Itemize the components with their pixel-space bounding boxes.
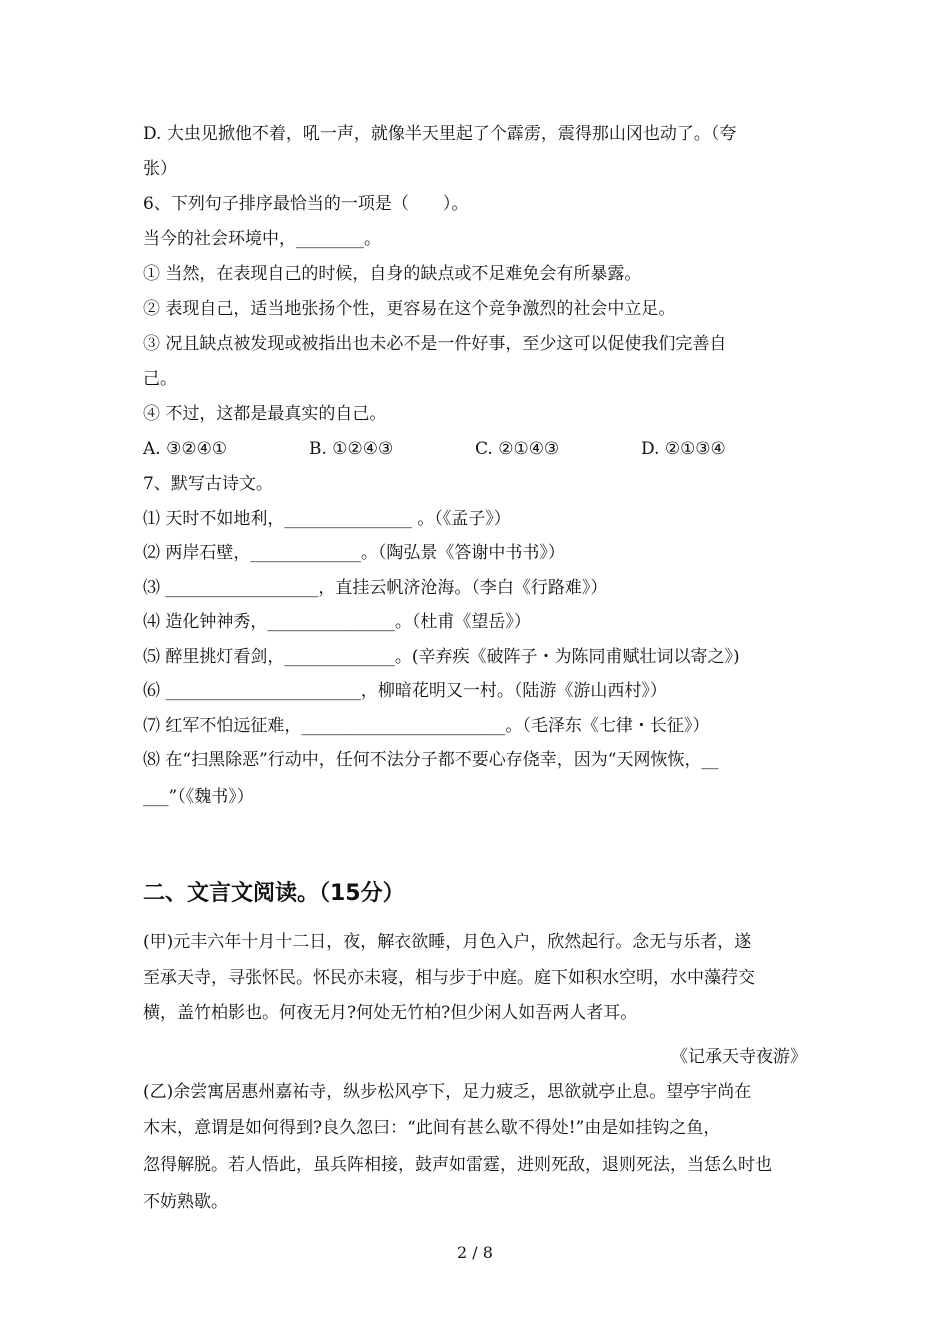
q6-options [143, 438, 726, 460]
page-number: 2 / 8 [457, 1243, 493, 1262]
q7-item-5: ⑸ 醉里挑灯看剑，_____________。(辛弃疾《破阵子・为陈同甫赋壮词以寄之》) [143, 647, 740, 667]
q6-stem: 6、下列句子排序最恰当的一项是（ ）。 [143, 194, 469, 214]
q7-item-8-line2: ___”（《魏书》） [143, 787, 254, 807]
section-heading: 二、文言文阅读。（15分） [143, 881, 405, 906]
q7-item-3: ⑶ __________________，直挂云帆济沧海。（李白《行路难》） [143, 578, 608, 598]
q7-stem: 7、默写古诗文。 [143, 474, 273, 494]
q6-sentence-2: ② 表现自己，适当地张扬个性，更容易在这个竞争激烈的社会中立足。 [143, 299, 676, 319]
passage-yi-line1: (乙)余尝寓居惠州嘉祐寺，纵步松风亭下，足力疲乏，思欲就亭止息。望亭宇尚在 [143, 1082, 752, 1102]
passage-jia-line3: 横，盖竹柏影也。何夜无月?何处无竹柏?但少闲人如吾两人者耳。 [143, 1003, 638, 1023]
q5-option-d-line2: 张） [143, 159, 177, 179]
q6-option-d: D. ②①③④ [641, 439, 726, 459]
passage-yi-line3: 忽得解脱。若人悟此，虽兵阵相接，鼓声如雷霆，进则死敌，退则死法，当恁么时也 [143, 1155, 772, 1175]
q7-item-2: ⑵ 两岸石壁，_____________。（陶弘景《答谢中书书》） [143, 543, 565, 563]
q7-item-4: ⑷ 造化钟神秀，_______________。（杜甫《望岳》） [143, 612, 531, 632]
q6-sentence-3a: ③ 况且缺点被发现或被指出也未必不是一件好事，至少这可以促使我们完善自 [143, 334, 727, 354]
q6-option-c: C. ②①④③ [475, 439, 560, 459]
passage-jia-line2: 至承天寺，寻张怀民。怀民亦未寝，相与步于中庭。庭下如积水空明，水中藻荇交 [143, 968, 755, 988]
passage-jia-line1: (甲)元丰六年十月十二日，夜，解衣欲睡，月色入户，欣然起行。念无与乐者，遂 [143, 932, 752, 952]
passage-yi-line2: 木末，意谓是如何得到?良久忽曰：“此间有甚么歇不得处!”由是如挂钩之鱼， [143, 1118, 721, 1138]
q6-sentence-3b: 己。 [143, 369, 177, 389]
q7-item-1: ⑴ 天时不如地利，_______________ 。（《孟子》） [143, 509, 511, 529]
q7-item-8-line1: ⑻ 在“扫黑除恶”行动中，任何不法分子都不要心存侥幸，因为“天网恢恢，__ [143, 750, 719, 770]
q7-item-6: ⑹ _______________________，柳暗花明又一村。（陆游《游山西村》） [143, 681, 667, 701]
q7-item-7: ⑺ 红军不怕远征难，________________________。（毛泽东《七律・长征》） [143, 716, 710, 736]
q5-option-d-line1: D. 大虫见掀他不着，吼一声，就像半天里起了个霹雳，震得那山冈也动了。（夸 [143, 124, 737, 144]
q6-sentence-4: ④ 不过，这都是最真实的自己。 [143, 404, 387, 424]
q6-context: 当今的社会环境中，________。 [143, 229, 381, 249]
q6-sentence-1: ① 当然，在表现自己的时候，自身的缺点或不足难免会有所暴露。 [143, 264, 642, 284]
passage-jia-source: 《记承天寺夜游》 [671, 1047, 807, 1067]
passage-yi-line4: 不妨熟歇。 [143, 1192, 228, 1212]
q6-option-b: B. ①②④③ [309, 439, 394, 459]
q6-option-a: A. ③②④① [143, 439, 228, 459]
